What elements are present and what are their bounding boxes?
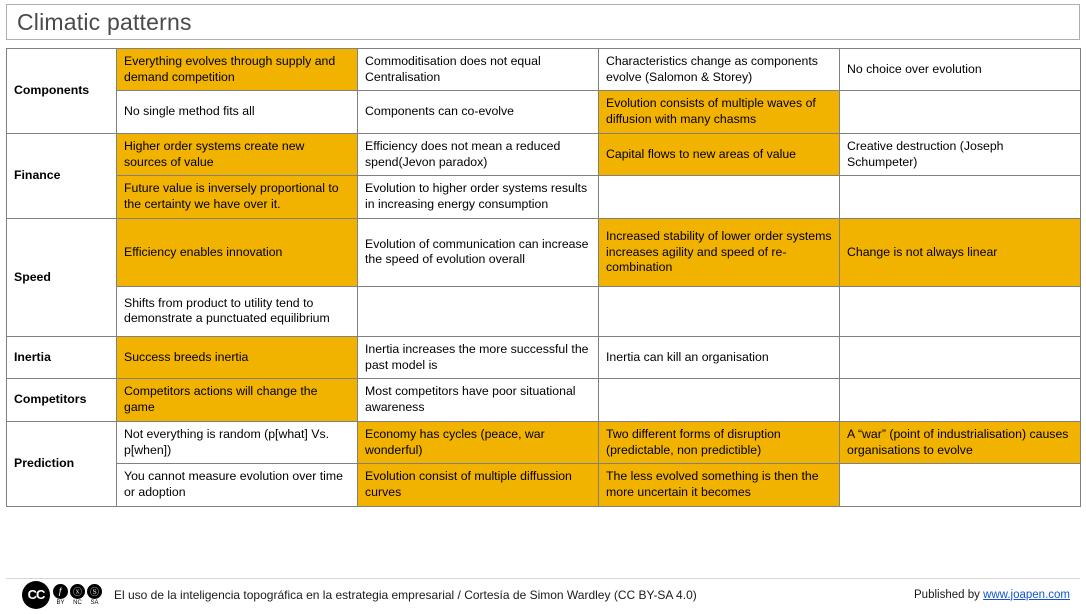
pattern-cell bbox=[599, 176, 840, 218]
pattern-cell: Everything evolves through supply and demand competition bbox=[117, 49, 358, 91]
pattern-cell: Higher order systems create new sources of value bbox=[117, 133, 358, 175]
row-label-inertia: Inertia bbox=[7, 336, 117, 378]
cc-license-icons bbox=[53, 584, 102, 606]
table-row bbox=[7, 218, 1081, 286]
pattern-cell: Most competitors have poor situational awareness bbox=[358, 379, 599, 421]
pattern-cell: Evolution to higher order systems results in increasing energy consumption bbox=[358, 176, 599, 218]
pattern-cell: Efficiency enables innovation bbox=[117, 218, 358, 286]
pattern-cell: Evolution of communication can increase the speed of evolution overall bbox=[358, 218, 599, 286]
cc-icon-row bbox=[53, 584, 102, 599]
pattern-cell: You cannot measure evolution over time or adoption bbox=[117, 464, 358, 506]
row-label-finance: Finance bbox=[7, 133, 117, 218]
table-row bbox=[7, 176, 1081, 218]
pattern-cell: No choice over evolution bbox=[840, 49, 1081, 91]
pattern-cell: Characteristics change as components evolve (Salomon & Storey) bbox=[599, 49, 840, 91]
pattern-cell: Two different forms of disruption (predictable, non predictible) bbox=[599, 421, 840, 463]
pattern-cell: Evolution consist of multiple diffussion curves bbox=[358, 464, 599, 506]
cc-icon: CC bbox=[22, 581, 50, 609]
row-label-competitors: Competitors bbox=[7, 379, 117, 421]
cc-sa-icon: Ⓢ bbox=[87, 584, 102, 599]
footer bbox=[6, 578, 1080, 610]
pattern-cell: Future value is inversely proportional to the certainty we have over it. bbox=[117, 176, 358, 218]
cc-sa-label: SA bbox=[90, 599, 99, 606]
pattern-cell: Capital flows to new areas of value bbox=[599, 133, 840, 175]
pattern-cell bbox=[599, 286, 840, 336]
row-label-components: Components bbox=[7, 49, 117, 134]
creative-commons-badge bbox=[22, 581, 102, 609]
pattern-cell: A “war” (point of industrialisation) causes organisations to evolve bbox=[840, 421, 1081, 463]
cc-nc-label: NC bbox=[73, 599, 82, 606]
pattern-cell bbox=[840, 464, 1081, 506]
row-label-prediction: Prediction bbox=[7, 421, 117, 506]
table-row bbox=[7, 336, 1081, 378]
pattern-cell: Commoditisation does not equal Centralisation bbox=[358, 49, 599, 91]
footer-published-by bbox=[914, 589, 1070, 601]
cc-label-row bbox=[53, 600, 102, 606]
pattern-cell: Creative destruction (Joseph Schumpeter) bbox=[840, 133, 1081, 175]
pattern-cell: Evolution consists of multiple waves of diffusion with many chasms bbox=[599, 91, 840, 133]
pattern-cell: Inertia can kill an organisation bbox=[599, 336, 840, 378]
pattern-cell: Success breeds inertia bbox=[117, 336, 358, 378]
table-row bbox=[7, 286, 1081, 336]
table-row bbox=[7, 379, 1081, 421]
pattern-cell bbox=[358, 286, 599, 336]
pattern-cell bbox=[840, 286, 1081, 336]
pattern-cell bbox=[840, 379, 1081, 421]
pattern-cell bbox=[599, 379, 840, 421]
table-row bbox=[7, 91, 1081, 133]
title-bar bbox=[6, 4, 1080, 40]
pattern-cell: No single method fits all bbox=[117, 91, 358, 133]
footer-credit-text: El uso de la inteligencia topográfica en la estrategia empresarial / Cortesía de Simon Wardley (CC BY-SA 4.0) bbox=[114, 587, 697, 602]
pattern-cell: The less evolved something is then the more uncertain it becomes bbox=[599, 464, 840, 506]
table-row bbox=[7, 49, 1081, 91]
pattern-cell bbox=[840, 336, 1081, 378]
pattern-cell: Components can co-evolve bbox=[358, 91, 599, 133]
pattern-cell: Change is not always linear bbox=[840, 218, 1081, 286]
cc-by-label: BY bbox=[56, 599, 65, 606]
pattern-cell bbox=[840, 176, 1081, 218]
published-prefix: Published by bbox=[914, 588, 984, 601]
table-body bbox=[7, 49, 1081, 507]
pattern-cell bbox=[840, 91, 1081, 133]
pattern-cell: Economy has cycles (peace, war wonderful) bbox=[358, 421, 599, 463]
page-title: Climatic patterns bbox=[17, 8, 192, 35]
row-label-speed: Speed bbox=[7, 218, 117, 336]
table-row bbox=[7, 464, 1081, 506]
pattern-cell: Efficiency does not mean a reduced spend(Jevon paradox) bbox=[358, 133, 599, 175]
pattern-cell: Not everything is random (p[what] Vs. p[when]) bbox=[117, 421, 358, 463]
pattern-cell: Increased stability of lower order systems increases agility and speed of re-combination bbox=[599, 218, 840, 286]
pattern-cell: Shifts from product to utility tend to demonstrate a punctuated equilibrium bbox=[117, 286, 358, 336]
table-row bbox=[7, 421, 1081, 463]
pattern-cell: Inertia increases the more successful the past model is bbox=[358, 336, 599, 378]
cc-by-icon: ƒ bbox=[53, 584, 68, 599]
pattern-cell: Competitors actions will change the game bbox=[117, 379, 358, 421]
publisher-link[interactable]: www.joapen.com bbox=[983, 588, 1070, 601]
table-row bbox=[7, 133, 1081, 175]
cc-nc-icon: ⓧ bbox=[70, 584, 85, 599]
climatic-patterns-table bbox=[6, 48, 1081, 507]
